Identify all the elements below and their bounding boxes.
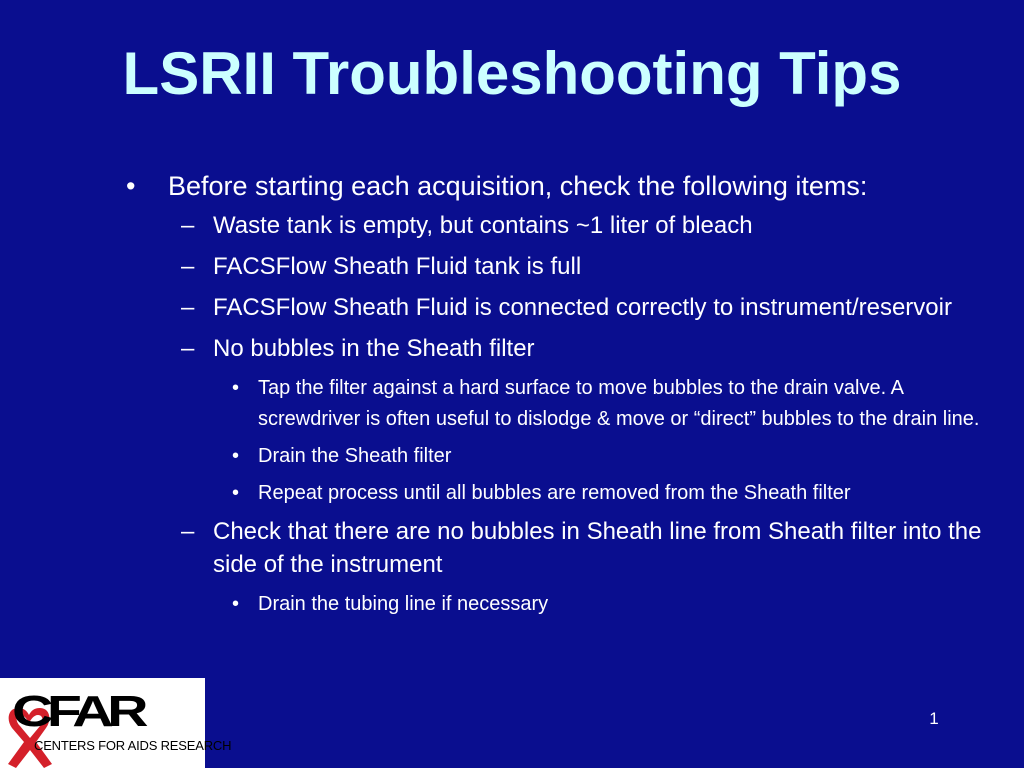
cfar-logo [0,678,232,768]
bullet-marker: • [232,593,240,615]
dash-marker: – [181,212,195,239]
dash-marker: – [181,518,195,545]
logo-mark-text: CFAR [12,687,148,736]
bullet-text: Check that there are no bubbles in Sheath line from Sheath filter into the side of the instrument [213,518,982,578]
bullet-item [126,589,1006,620]
page-number: 1 [929,709,939,728]
bullet-item [126,250,1006,283]
logo-subtitle: CENTERS FOR AIDS RESEARCH [34,738,232,753]
bullet-marker: • [232,482,240,504]
bullet-text: Drain the Sheath filter [258,445,452,467]
bullet-list [126,170,1006,626]
slide-title: LSRII Troubleshooting Tips [122,40,902,107]
bullet-item [126,441,1006,472]
dash-marker: – [181,335,195,362]
bullet-text: No bubbles in the Sheath filter [213,335,535,362]
bullet-item [126,478,1006,509]
bullet-item [126,373,1006,435]
bullet-text: Before starting each acquisition, check the following items: [168,171,868,201]
bullet-item [126,170,1006,202]
bullet-marker: • [232,377,240,399]
bullet-text: Tap the filter against a hard surface to move bubbles to the drain valve. A screwdriver is often useful to dislodge & move or “direct” bubbles to the drain line. [258,377,980,430]
bullet-marker: • [126,171,136,201]
bullet-item [126,515,1006,581]
dash-marker: – [181,294,195,321]
bullet-item [126,209,1006,242]
bullet-item [126,332,1006,365]
cfar-logo-mark [0,678,205,768]
dash-marker: – [181,253,195,280]
bullet-marker: • [232,445,240,467]
bullet-text: FACSFlow Sheath Fluid tank is full [213,253,582,280]
bullet-text: FACSFlow Sheath Fluid is connected correctly to instrument/reservoir [213,294,952,321]
bullet-text: Drain the tubing line if necessary [258,593,549,615]
bullet-text: Waste tank is empty, but contains ~1 liter of bleach [213,212,753,239]
bullet-text: Repeat process until all bubbles are removed from the Sheath filter [258,482,851,504]
bullet-item [126,291,1006,324]
